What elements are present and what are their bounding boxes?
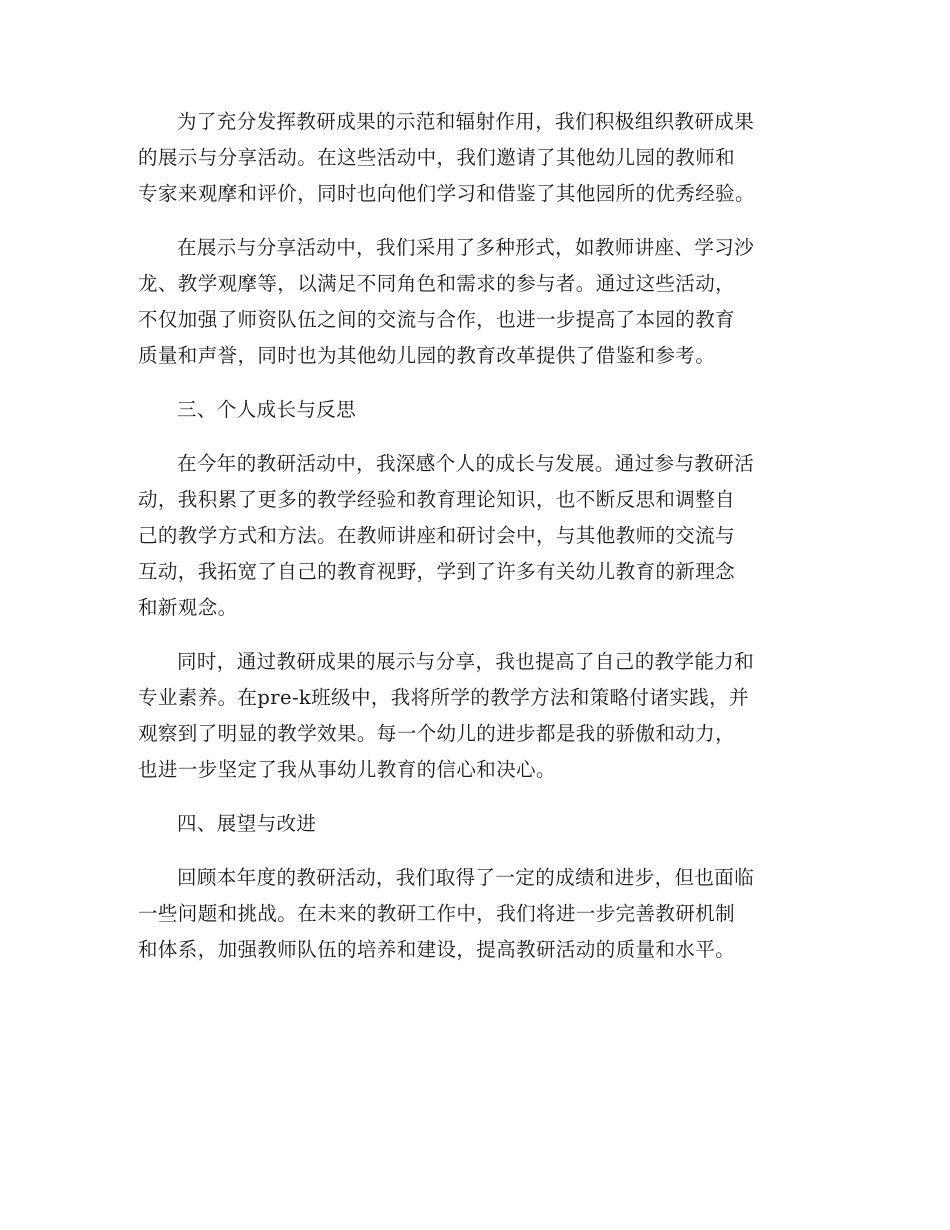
text-line: 己的教学方式和方法。在教师讲座和研讨会中，与其他教师的交流与 bbox=[138, 524, 736, 547]
text-line: 同时，通过教研成果的展示与分享，我也提高了自己的教学能力和 bbox=[177, 650, 755, 673]
paragraph-research-sharing bbox=[138, 104, 818, 212]
text-line: 一些问题和挑战。在未来的教研工作中，我们将进一步完善教研机制 bbox=[138, 902, 736, 925]
text-line: 动，我积累了更多的教学经验和教育理论知识，也不断反思和调整自 bbox=[138, 488, 736, 511]
text-line: 不仅加强了师资队伍之间的交流与合作，也进一步提高了本园的教育 bbox=[138, 308, 736, 331]
paragraph-sharing-forms bbox=[138, 230, 818, 374]
paragraph-teaching-ability bbox=[138, 644, 818, 788]
text-line: 和体系，加强教师队伍的培养和建设，提高教研活动的质量和水平。 bbox=[138, 938, 736, 961]
text-line: 为了充分发挥教研成果的示范和辐射作用，我们积极组织教研成果 bbox=[177, 110, 755, 133]
text-line: 观察到了明显的教学效果。每一个幼儿的进步都是我的骄傲和动力， bbox=[138, 722, 736, 745]
text-line: 龙、教学观摩等，以满足不同角色和需求的参与者。通过这些活动， bbox=[138, 272, 736, 295]
text-line: 在展示与分享活动中，我们采用了多种形式，如教师讲座、学习沙 bbox=[177, 236, 755, 259]
text-line: 回顾本年度的教研活动，我们取得了一定的成绩和进步，但也面临 bbox=[177, 866, 755, 889]
section-heading-outlook: 四、展望与改进 bbox=[177, 812, 317, 835]
document-body bbox=[138, 104, 818, 986]
paragraph-outlook bbox=[138, 860, 818, 968]
text-line: 质量和声誉，同时也为其他幼儿园的教育改革提供了借鉴和参考。 bbox=[138, 344, 716, 367]
section-heading-personal-growth: 三、个人成长与反思 bbox=[177, 398, 357, 421]
text-line: 在今年的教研活动中，我深感个人的成长与发展。通过参与教研活 bbox=[177, 452, 755, 475]
text-line: 和新观念。 bbox=[138, 596, 238, 619]
text-line: 专家来观摩和评价，同时也向他们学习和借鉴了其他园所的优秀经验。 bbox=[138, 182, 755, 205]
paragraph-personal-growth bbox=[138, 446, 818, 626]
text-line: 互动，我拓宽了自己的教育视野，学到了许多有关幼儿教育的新理念 bbox=[138, 560, 736, 583]
text-line: 的展示与分享活动。在这些活动中，我们邀请了其他幼儿园的教师和 bbox=[138, 146, 736, 169]
text-line: 专业素养。在pre-k班级中，我将所学的教学方法和策略付诸实践，并 bbox=[138, 686, 749, 709]
text-line: 也进一步坚定了我从事幼儿教育的信心和决心。 bbox=[138, 758, 556, 781]
